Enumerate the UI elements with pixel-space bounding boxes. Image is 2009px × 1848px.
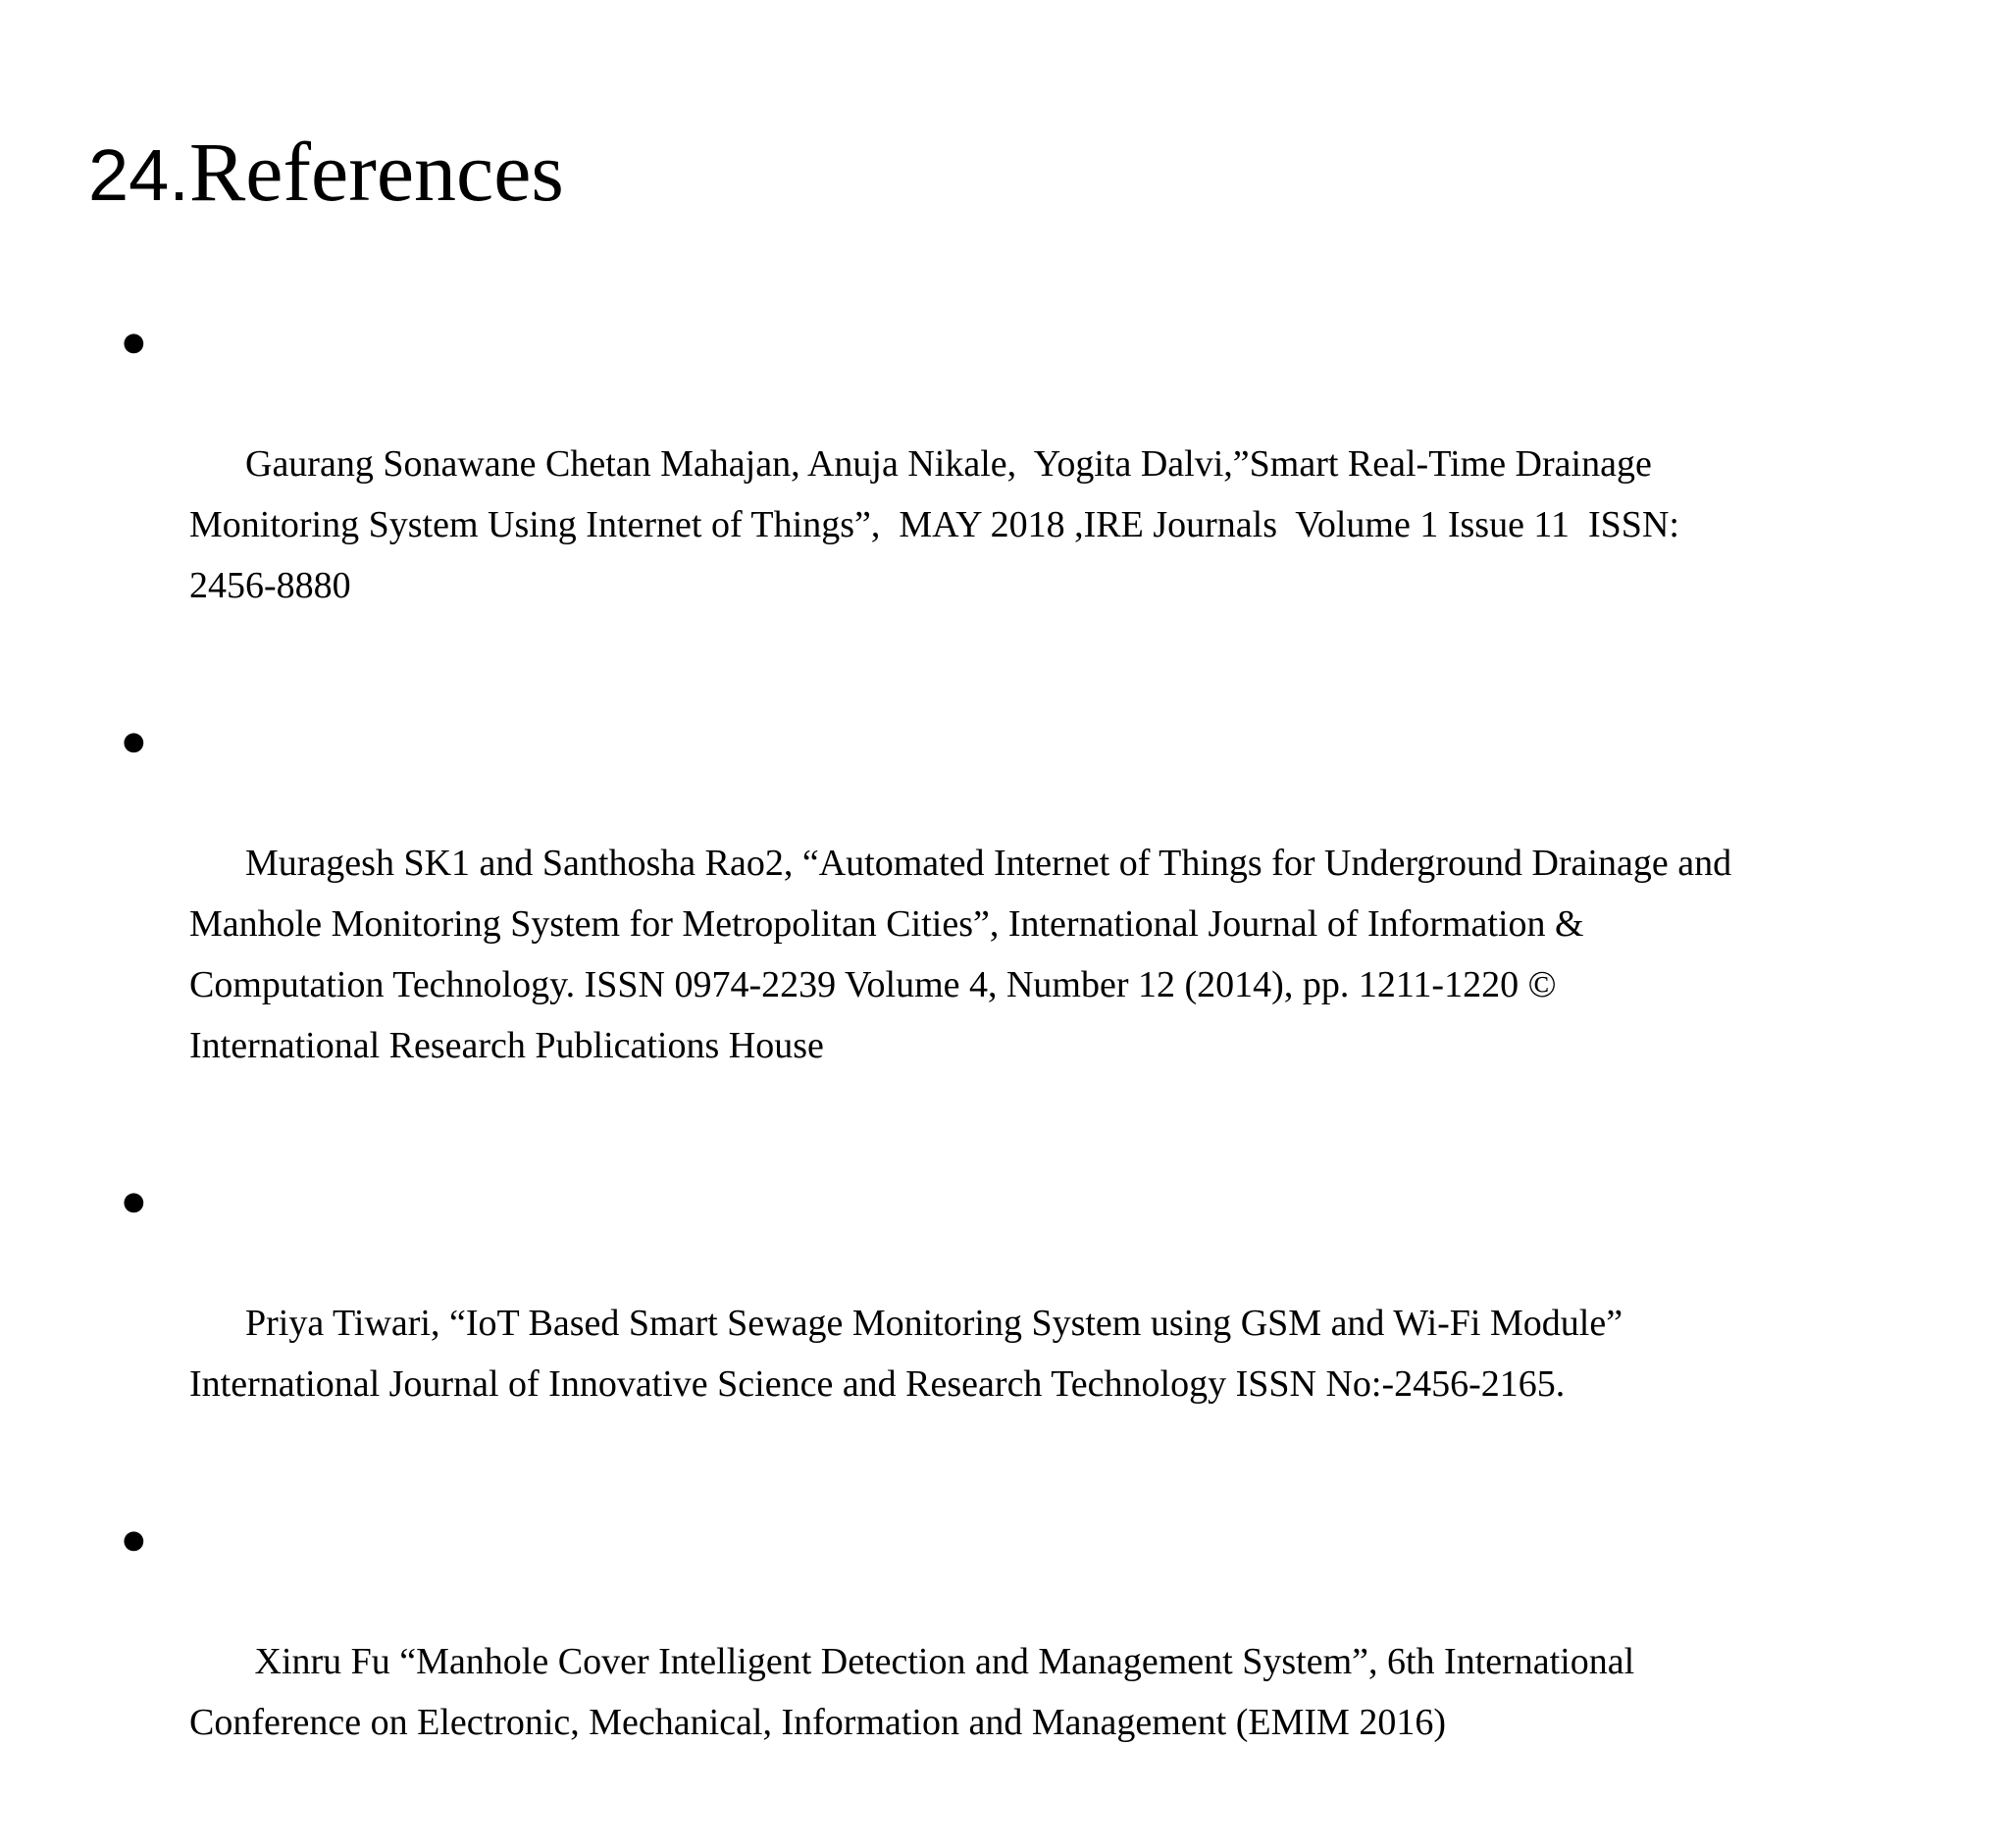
reference-item	[0, 1171, 1746, 1475]
reference-text: Priya Tiwari, “IoT Based Smart Sewage Monitoring System using GSM and Wi-Fi Module” International Journal of Innovative Science and Research Technology ISSN No:-2456-2165.	[189, 1303, 1632, 1405]
reference-item	[0, 312, 1746, 677]
slide-title	[88, 126, 564, 219]
title-number: 24.	[88, 134, 189, 216]
bullet-icon: ●	[123, 727, 145, 756]
reference-item	[0, 711, 1746, 1137]
reference-text: Gaurang Sonawane Chetan Mahajan, Anuja Nikale, Yogita Dalvi,”Smart Real-Time Drainage Monitoring System Using Internet of Things”, MAY 2018 ,IRE Journals Volume 1 Issue 11 ISSN: 2456-8880	[189, 443, 1689, 606]
bullet-icon: ●	[123, 328, 145, 357]
title-text: References	[188, 125, 564, 219]
reference-text: Xinru Fu “Manhole Cover Intelligent Detection and Management System”, 6th International Conference on Electronic, Mechanical, Information and Management (EMIM 2016)	[189, 1641, 1644, 1743]
bullet-icon: ●	[123, 1525, 145, 1555]
reference-item	[0, 1510, 1746, 1814]
bullet-icon: ●	[123, 1187, 145, 1216]
reference-text: Muragesh SK1 and Santhosha Rao2, “Automated Internet of Things for Underground Drainage and Manhole Monitoring System for Metropolitan Cities”, International Journal of Information & Computation Technology. ISSN 0974-2239 Volume 4, Number 12 (2014), pp. 1211-1220 © International Research Publications House	[189, 843, 1741, 1066]
reference-list	[0, 312, 2009, 1848]
